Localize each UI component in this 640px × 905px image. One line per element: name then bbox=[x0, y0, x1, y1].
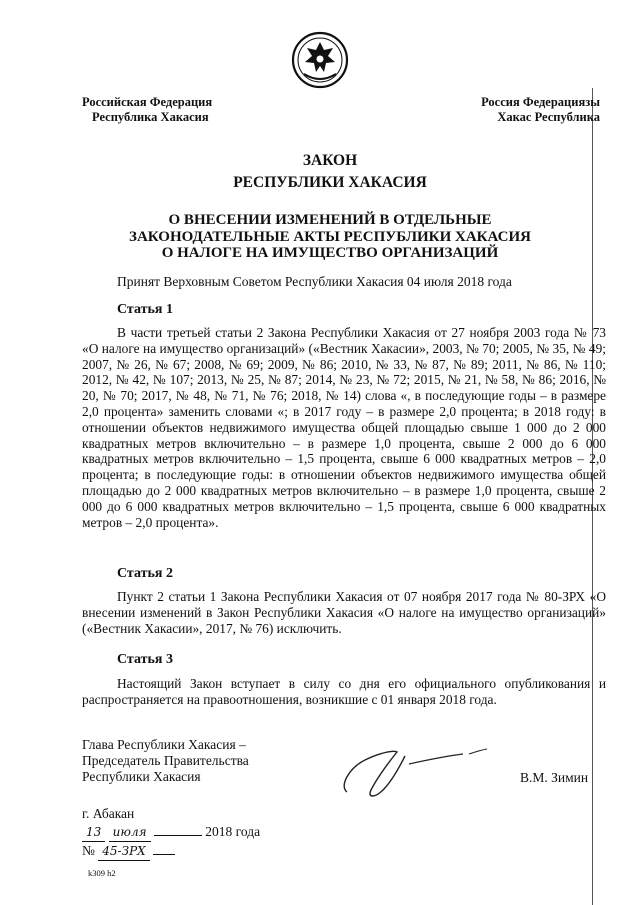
header-left-line1: Российская Федерация bbox=[82, 95, 213, 109]
law-number-row bbox=[82, 842, 260, 861]
header-left bbox=[82, 95, 242, 125]
article-1-heading: Статья 1 bbox=[117, 302, 173, 317]
article-3-heading: Статья 3 bbox=[117, 652, 173, 667]
law-republic: РЕСПУБЛИКИ ХАКАСИЯ bbox=[233, 174, 427, 191]
signing-date bbox=[82, 823, 260, 842]
article-2-heading: Статья 2 bbox=[117, 566, 173, 581]
signing-place-date bbox=[82, 805, 260, 861]
signing-year: 2018 года bbox=[205, 824, 261, 839]
header-left-line2: Республика Хакасия bbox=[92, 110, 209, 124]
signing-city: г. Абакан bbox=[82, 806, 135, 821]
header-right-line1: Россия Федерациязы bbox=[481, 95, 600, 109]
signing-month: июля bbox=[109, 823, 151, 842]
law-number: 45-ЗРХ bbox=[98, 842, 149, 861]
handwritten-signature bbox=[335, 740, 495, 805]
document-code: k309 h2 bbox=[88, 868, 116, 878]
signatory-position-line1: Глава Республики Хакасия – bbox=[82, 737, 246, 752]
header-right-line2: Хакас Республика bbox=[497, 110, 600, 124]
law-number-prefix: № bbox=[82, 843, 95, 858]
law-type: ЗАКОН bbox=[302, 152, 358, 169]
law-title bbox=[100, 212, 560, 262]
law-title-line2: ЗАКОНОДАТЕЛЬНЫЕ АКТЫ РЕСПУБЛИКИ ХАКАСИЯ bbox=[129, 228, 531, 245]
header-right bbox=[435, 95, 600, 125]
signing-day: 13 bbox=[82, 823, 105, 842]
article-3-text: Настоящий Закон вступает в силу со дня его официального опубликования и распространяется на правоотношения, возникшие с 01 января 2018 года. bbox=[82, 676, 606, 707]
law-title-line3: О НАЛОГЕ НА ИМУЩЕСТВО ОРГАНИЗАЦИЙ bbox=[161, 245, 499, 261]
coat-of-arms-emblem bbox=[290, 30, 350, 90]
signatory-position-line2: Председатель Правительства bbox=[82, 753, 249, 768]
article-2-text: Пункт 2 статьи 1 Закона Республики Хакасия от 07 ноября 2017 года № 80-ЗРХ «О внесении изменений в Закон Республики Хакасия «О налоге на имущество организаций» («Вестник Хакасии», 2017, № 76) исключить. bbox=[82, 589, 606, 636]
law-title-line1: О ВНЕСЕНИИ ИЗМЕНЕНИЙ В ОТДЕЛЬНЫЕ bbox=[168, 212, 492, 228]
adoption-note: Принят Верховным Советом Республики Хакасия 04 июля 2018 года bbox=[117, 274, 512, 289]
signatory-position-line3: Республики Хакасия bbox=[82, 769, 201, 784]
signatory-position bbox=[82, 737, 249, 785]
signatory-name: В.М. Зимин bbox=[520, 770, 589, 785]
article-1-text: В части третьей статьи 2 Закона Республики Хакасия от 27 ноября 2003 года № 73 «О налоге на имущество организаций» («Вестник Хакасии», 2003, № 70; 2005, № 35, № 49; 2007, № 26, № 67; 2008, № 69; 2009, № 86; 2010, № 33, № 87, № 89; 2011, № 86, № 110; 2012, № 42, № 107; 2013, № 25, № 87; 2014, № 23, № 72; 2015, № 21, № 58, № 86; 2016, № 20, № 70; 2017, № 48, № 71, № 76; 2018, № 14) слова «, в последующие годы – в размере 2,0 процента» заменить словами «; в 2017 году – в размере 2,0 процента; в 2018 году: в отношении объектов недвижимого имущества общей площадью свыше 1 000 до 2 000 квадратных метров включительно – в размере 1,0 процента, свыше 2 000 до 6 000 квадратных метров включительно – 1,5 процента, свыше 6 000 квадратных метров – 2,0 процента; в последующие годы: в отношении объектов недвижимого имущества общей площадью до 2 000 квадратных метров включительно – в размере 1,0 процента, свыше 2 000 до 6 000 квадратных метров включительно – 1,5 процента, свыше 6 000 квадратных метров – 2,0 процента». bbox=[82, 325, 606, 530]
